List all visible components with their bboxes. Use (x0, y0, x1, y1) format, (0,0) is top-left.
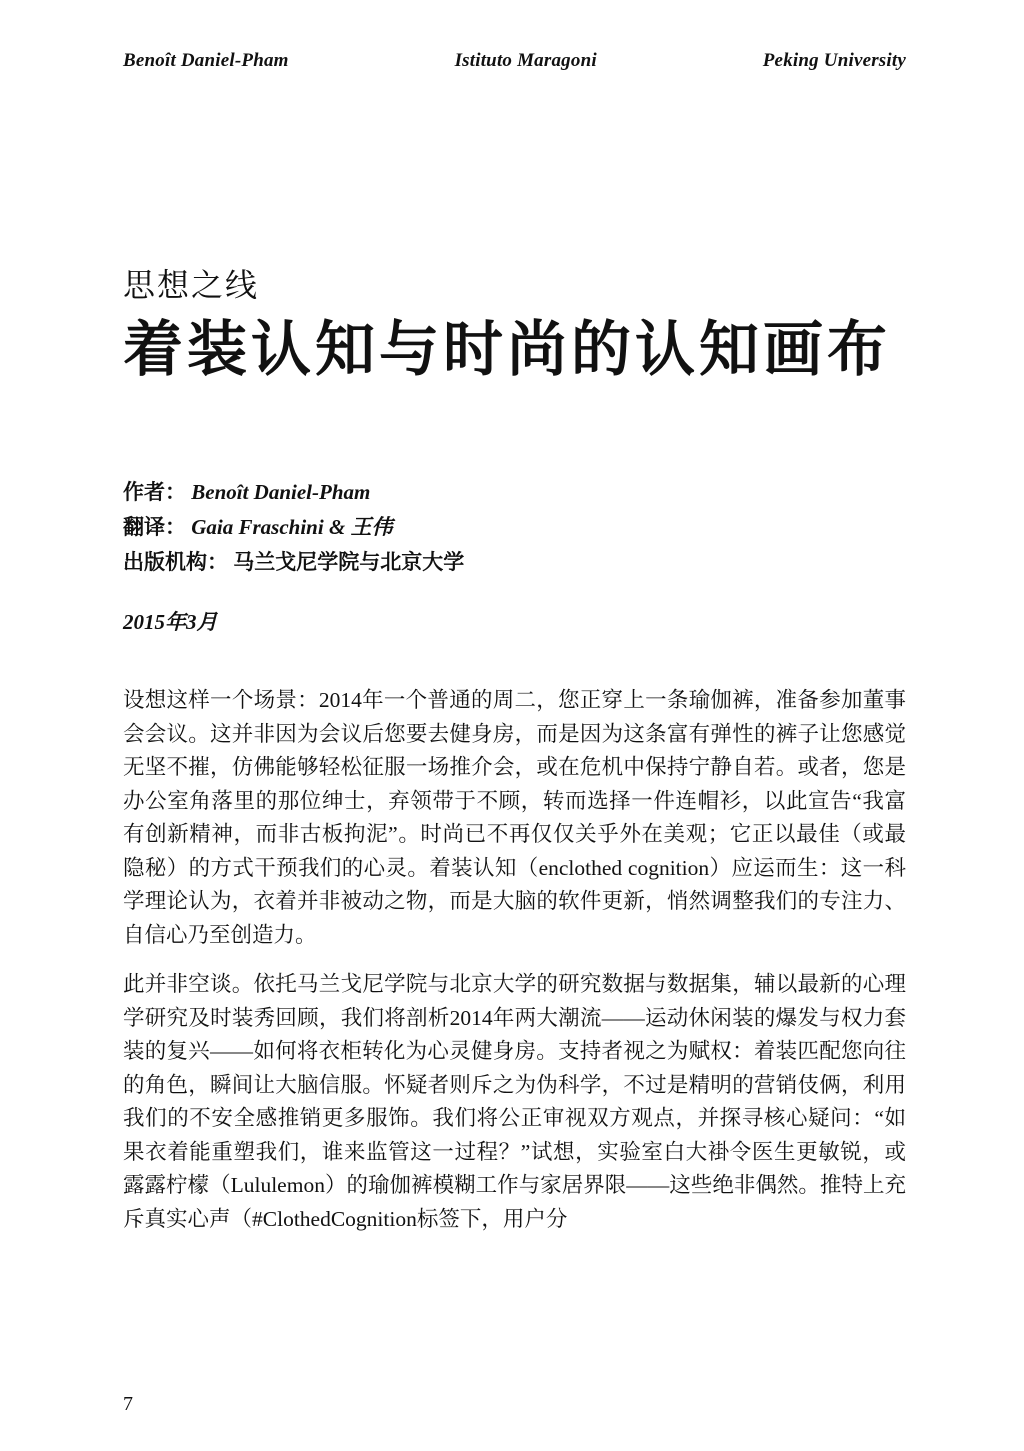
publisher-label: 出版机构： (123, 550, 228, 575)
author-value: Benoît Daniel-Pham (191, 480, 371, 505)
header-institute-2: Peking University (762, 50, 906, 71)
translator-label: 翻译： (123, 515, 186, 540)
metadata-block (123, 475, 906, 580)
article-body (123, 684, 906, 1236)
page-title: 着装认知与时尚的认知画布 (123, 317, 891, 383)
running-header (123, 50, 906, 72)
body-paragraph-1: 设想这样一个场景：2014年一个普通的周二，您正穿上一条瑜伽裤，准备参加董事会会议。这并非因为会议后您要去健身房，而是因为这条富有弹性的裤子让您感觉无坚不摧，仿佛能够轻松征服一场推介会，或在危机中保持宁静自若。或者，您是办公室角落里的那位绅士，弃领带于不顾，转而选择一件连帽衫，以此宣告“我富有创新精神，而非古板拘泥”。时尚已不再仅仅关乎外在美观；它正以最佳（或最隐秘）的方式干预我们的心灵。着装认知（enclothed cognition）应运而生：这一科学理论认为，衣着并非被动之物，而是大脑的软件更新，悄然调整我们的专注力、自信心乃至创造力。 (123, 688, 906, 947)
translator-value: Gaia Fraschini & 王伟 (191, 515, 393, 540)
publisher-line (123, 545, 906, 580)
body-paragraph-2: 此并非空谈。依托马兰戈尼学院与北京大学的研究数据与数据集，辅以最新的心理学研究及时装秀回顾，我们将剖析2014年两大潮流——运动休闲装的爆发与权力套装的复兴——如何将衣柜转化为心灵健身房。支持者视之为赋权：着装匹配您向往的角色，瞬间让大脑信服。怀疑者则斥之为伪科学，不过是精明的营销伎俩，利用我们的不安全感推销更多服饰。我们将公正审视双方观点，并探寻核心疑问：“如果衣着能重塑我们，谁来监管这一过程？”试想，实验室白大褂令医生更敏锐，或露露柠檬（Lululemon）的瑜伽裤模糊工作与家居界限——这些绝非偶然。推特上充斥真实心声（#ClothedCognition标签下，用户分 (123, 972, 906, 1231)
author-line (123, 475, 906, 510)
publisher-value: 马兰戈尼学院与北京大学 (233, 550, 465, 575)
page-number: 7 (123, 1393, 133, 1415)
header-institute-1: Istituto Maragoni (454, 50, 597, 71)
header-author-name: Benoît Daniel-Pham (123, 50, 289, 71)
translator-line (123, 510, 906, 545)
series-kicker: 思想之线 (123, 267, 260, 303)
publication-date: 2015年3月 (123, 610, 218, 635)
author-label: 作者： (123, 480, 186, 505)
